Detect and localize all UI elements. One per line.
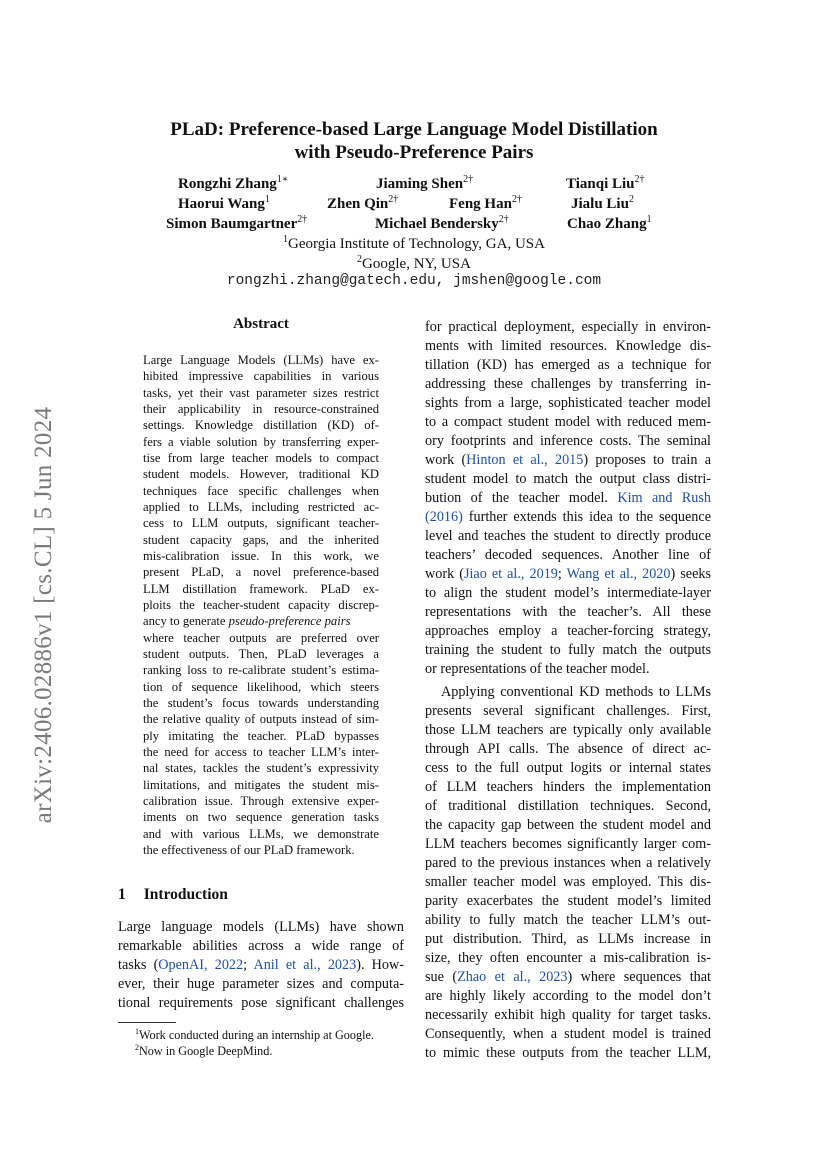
- body-line: of traditional distillation techniques. Second,: [425, 798, 711, 814]
- arxiv-stamp: [14, 380, 74, 850]
- author: Jiaming Shen$^{2\dagger}$: [376, 174, 474, 192]
- arxiv-id: arXiv:2406.02886v1 [cs.CL] 5 Jun 2024: [30, 406, 57, 824]
- body-line: training the student to fully match the outputs: [425, 642, 711, 658]
- abstract-line: limitations, and mitigates the student mis-: [143, 778, 379, 792]
- body-line: or representations of the teacher model.: [425, 661, 650, 677]
- abstract-line: the relative quality of outputs instead of sim-: [143, 712, 379, 726]
- abstract-line: present PLaD, a novel preference-based: [143, 565, 379, 579]
- abstract-line: the student’s focus towards understanding: [143, 696, 379, 710]
- abstract-line: tion of sequence likelihood, which steers: [143, 680, 379, 694]
- abstract-line: applied to LLMs, including restricted ac-: [143, 500, 379, 514]
- body-line: cess to the full output logits or internal states: [425, 760, 711, 776]
- body-line: work (Jiao et al., 2019; Wang et al., 2020) seeks: [425, 566, 711, 582]
- abstract-line: fers a viable solution by transferring exper-: [143, 435, 379, 449]
- body-line: put distribution. Third, as LLMs increase in: [425, 931, 711, 947]
- paper-title: [100, 118, 728, 164]
- abstract-line: and with various LLMs, we demonstrate: [143, 827, 379, 841]
- author: Chao Zhang$^1$: [567, 214, 652, 232]
- section-title: Introduction: [143, 886, 228, 903]
- abstract-line: tasks, yet their vast parameter sizes restrict: [143, 386, 379, 400]
- body-line: of LLM teachers hinders the implementation: [425, 779, 711, 795]
- abstract-line: calibration issue. Through extensive exper-: [143, 794, 379, 808]
- citation-link[interactable]: (2016): [425, 509, 463, 525]
- body-line: to mimic these outputs from the teacher LLM,: [425, 1045, 711, 1061]
- body-line: representations with the teacher’s. All these: [425, 604, 711, 620]
- section-number: 1: [118, 886, 126, 903]
- affiliation: $^2$Google, NY, USA: [357, 254, 471, 272]
- italic-term: pseudo-preference pairs: [228, 614, 351, 628]
- body-line: Large language models (LLMs) have shown: [118, 919, 404, 935]
- body-line: those LLM teachers are typically only available: [425, 722, 711, 738]
- author: Zhen Qin$^{2\dagger}$: [327, 194, 399, 212]
- body-line: presents several significant challenges. First,: [425, 703, 711, 719]
- body-line: necessarily exhibit high quality for target tasks.: [425, 1007, 711, 1023]
- abstract-line: settings. Knowledge distillation (KD) of-: [143, 418, 379, 432]
- body-line: teachers’ decoded sequences. Another line of: [425, 547, 711, 563]
- body-line: ever, their huge parameter sizes and computa-: [118, 976, 404, 992]
- citation-link[interactable]: Wang et al., 2020: [566, 566, 671, 582]
- citation-link[interactable]: OpenAI, 2022: [158, 957, 244, 973]
- body-line: tional requirements pose significant challenges: [118, 995, 404, 1011]
- footnote-rule: [118, 1022, 176, 1023]
- author-emails: rongzhi.zhang@gatech.edu, jmshen@google.com: [226, 273, 602, 289]
- body-line: Applying conventional KD methods to LLMs: [441, 684, 711, 700]
- body-line: (2016) further extends this idea to the sequence: [425, 509, 711, 525]
- body-line: pared to the previous instances when a relatively: [425, 855, 711, 871]
- body-line: ability to fully match the teacher LLM’s out-: [425, 912, 711, 928]
- body-line: remarkable abilities across a wide range of: [118, 938, 404, 954]
- author: Jialu Liu$^2$: [571, 194, 634, 212]
- body-line: ory footprints and inference costs. The seminal: [425, 433, 711, 449]
- abstract-line: LLM distillation framework. PLaD ex-: [143, 582, 379, 596]
- abstract-line: ranking loss to re-calibrate student’s estima-: [143, 663, 379, 677]
- body-line: sights from a large, sophisticated teacher model: [425, 395, 711, 411]
- abstract-line: ply imitating the teacher. PLaD bypasses: [143, 729, 379, 743]
- body-line: ments with limited resources. Knowledge dis-: [425, 338, 711, 354]
- citation-link[interactable]: Hinton et al., 2015: [466, 452, 584, 468]
- author: Feng Han$^{2\dagger}$: [449, 194, 522, 212]
- body-line: student model to match the output class distri-: [425, 471, 711, 487]
- body-line: LLM teachers becomes significantly larger com-: [425, 836, 711, 852]
- body-line: addressing these challenges by transferring in-: [425, 376, 711, 392]
- abstract-heading: Abstract: [233, 316, 289, 332]
- section-heading: [118, 886, 228, 904]
- body-line: to align the student model’s intermediate-layer: [425, 585, 711, 601]
- abstract-line: nal states, tackles the student’s expressivity: [143, 761, 379, 775]
- footnote: $^1$Work conducted during an internship at Google.: [135, 1027, 374, 1043]
- abstract-line: where teacher outputs are preferred over: [143, 631, 379, 645]
- author: Haorui Wang$^1$: [178, 194, 270, 212]
- abstract-line: ploits the teacher-student capacity discrep-: [143, 598, 379, 612]
- body-line: bution of the teacher model. Kim and Rush: [425, 490, 711, 506]
- citation-link[interactable]: Zhao et al., 2023: [457, 969, 568, 985]
- author: Michael Bendersky$^{2\dagger}$: [375, 214, 509, 232]
- body-line: level and teaches the student to directly produce: [425, 528, 711, 544]
- abstract-line: student capacity gaps, and the inherited: [143, 533, 379, 547]
- abstract-line: student models. However, traditional KD: [143, 467, 379, 481]
- affiliation: $^1$Georgia Institute of Technology, GA, USA: [283, 234, 545, 252]
- author: Rongzhi Zhang$^{1∗}$: [178, 174, 289, 192]
- abstract-line: their applicability in resource-constrained: [143, 402, 379, 416]
- body-line: for practical deployment, especially in environ-: [425, 319, 711, 335]
- abstract-line: tise from large teacher models to compact: [143, 451, 379, 465]
- abstract-line: student outputs. Then, PLaD leverages a: [143, 647, 379, 661]
- body-line: tasks (OpenAI, 2022; Anil et al., 2023). How-: [118, 957, 404, 973]
- citation-link[interactable]: Kim and Rush: [617, 490, 711, 506]
- body-line: tillation (KD) has emerged as a technique for: [425, 357, 711, 373]
- citation-link[interactable]: Jiao et al., 2019: [463, 566, 558, 582]
- body-line: Consequently, when a student model is trained: [425, 1026, 711, 1042]
- abstract-line: mis-calibration issue. In this work, we: [143, 549, 379, 563]
- body-line: approaches employ a teacher-forcing strategy,: [425, 623, 711, 639]
- title-line-1: PLaD: Preference-based Large Language Model Distillation: [170, 119, 658, 140]
- abstract-line: iments on two sequence generation tasks: [143, 810, 379, 824]
- body-line: size, they often encounter a mis-calibration is-: [425, 950, 711, 966]
- body-line: the capacity gap between the student model and: [425, 817, 711, 833]
- abstract-line: the effectiveness of our PLaD framework.: [143, 843, 355, 857]
- abstract-line: ancy to generate pseudo-preference pairs: [143, 614, 351, 628]
- footnote: $^2$Now in Google DeepMind.: [135, 1043, 273, 1059]
- body-line: sue (Zhao et al., 2023) where sequences that: [425, 969, 711, 985]
- abstract-line: techniques face specific challenges when: [143, 484, 379, 498]
- abstract-line: the need for access to teacher LLM’s inter-: [143, 745, 379, 759]
- citation-link[interactable]: Anil et al., 2023: [253, 957, 357, 973]
- body-line: parity exacerbates the student model’s limited: [425, 893, 711, 909]
- abstract-line: cess to LLM outputs, significant teacher-: [143, 516, 379, 530]
- abstract-line: Large Language Models (LLMs) have ex-: [143, 353, 379, 367]
- author: Tianqi Liu$^{2\dagger}$: [566, 174, 645, 192]
- body-line: work (Hinton et al., 2015) proposes to train a: [425, 452, 711, 468]
- abstract-line: hibited impressive capabilities in various: [143, 369, 379, 383]
- body-line: through API calls. The absence of direct ac-: [425, 741, 711, 757]
- title-line-2: with Pseudo-Preference Pairs: [294, 142, 534, 163]
- body-line: are highly likely according to the model don’t: [425, 988, 711, 1004]
- body-line: to a compact student model with reduced mem-: [425, 414, 711, 430]
- body-line: smaller teacher model was employed. This dis-: [425, 874, 711, 890]
- author: Simon Baumgartner$^{2\dagger}$: [166, 214, 308, 232]
